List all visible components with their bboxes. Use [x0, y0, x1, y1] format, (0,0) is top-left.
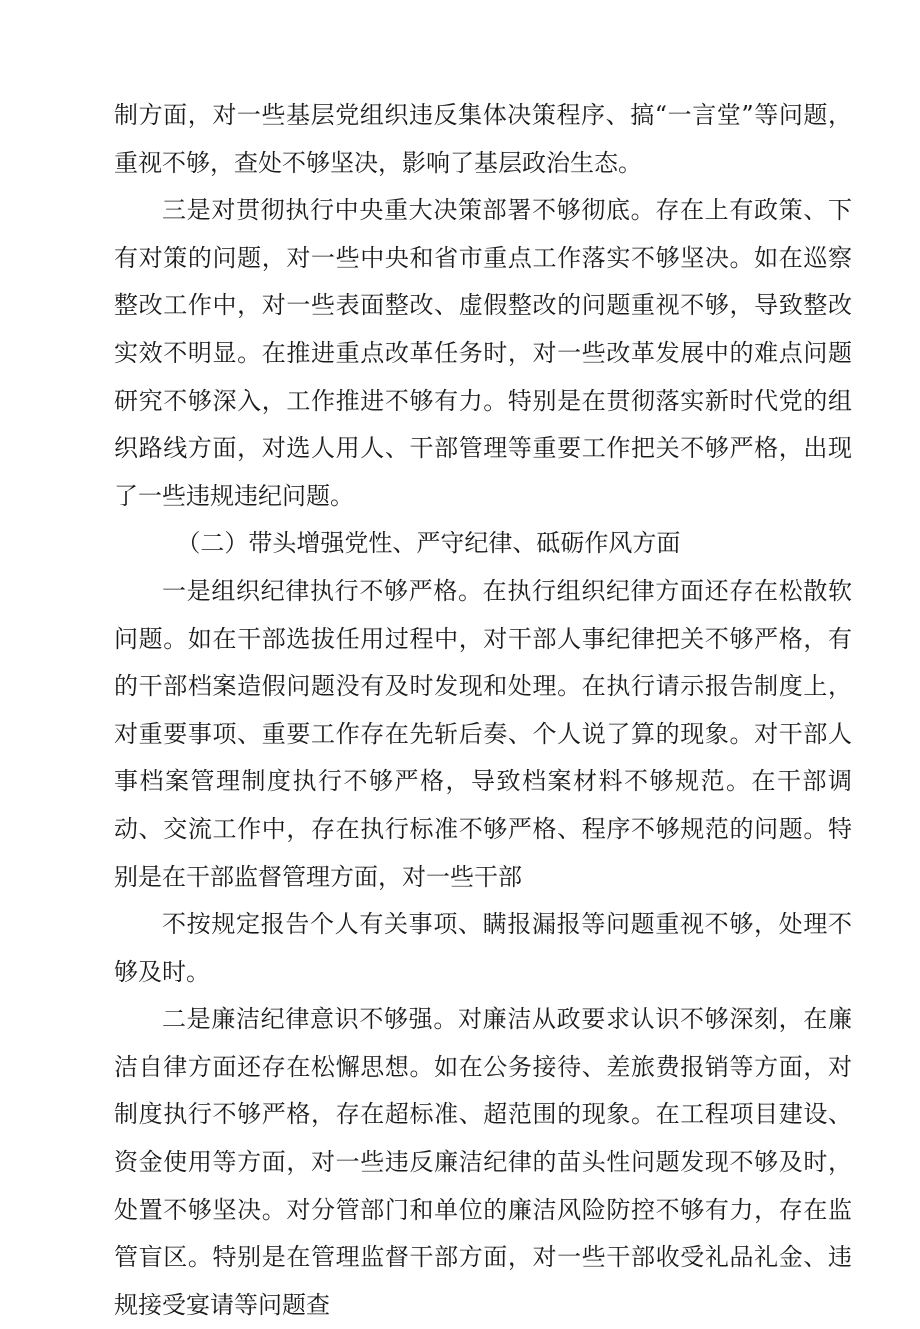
paragraph-point-two: 二是廉洁纪律意识不够强。对廉洁从政要求认识不够深刻，在廉洁自律方面还存在松懈思想。如在公务接待、差旅费报销等方面，对制度执行不够严格，存在超标准、超范围的现象。在工程项目建设、资金使用等方面，对一些违反廉洁纪律的苗头性问题发现不够及时，处置不够坚决。对分管部门和单位的廉洁风险防控不够有力，存在监管盲区。特别是在管理监督干部方面，对一些干部收受礼品礼金、违规接受宴请等问题查	[114, 1005, 852, 1319]
paragraph-continuation: 制方面，对一些基层党组织违反集体决策程序、搞“一言堂”等问题，重视不够，查处不够坚决，影响了基层政治生态。	[114, 101, 852, 177]
document-body	[114, 92, 852, 1329]
paragraph-point-three: 三是对贯彻执行中央重大决策部署不够彻底。存在上有政策、下有对策的问题，对一些中央和省市重点工作落实不够坚决。如在巡察整改工作中，对一些表面整改、虚假整改的问题重视不够，导致整改实效不明显。在推进重点改革任务时，对一些改革发展中的难点问题研究不够深入，工作推进不够有力。特别是在贯彻落实新时代党的组织路线方面，对选人用人、干部管理等重要工作把关不够严格，出现了一些违规违纪问题。	[114, 196, 852, 510]
paragraph-point-one-cont: 不按规定报告个人有关事项、瞒报漏报等问题重视不够，处理不够及时。	[114, 910, 852, 986]
section-heading: （二）带头增强党性、严守纪律、砥砺作风方面	[176, 529, 681, 558]
paragraph-point-one: 一是组织纪律执行不够严格。在执行组织纪律方面还存在松散软问题。如在干部选拔任用过程中，对干部人事纪律把关不够严格，有的干部档案造假问题没有及时发现和处理。在执行请示报告制度上，对重要事项、重要工作存在先斩后奏、个人说了算的现象。对干部人事档案管理制度执行不够严格，导致档案材料不够规范。在干部调动、交流工作中，存在执行标准不够严格、程序不够规范的问题。特别是在干部监督管理方面，对一些干部	[114, 576, 852, 891]
